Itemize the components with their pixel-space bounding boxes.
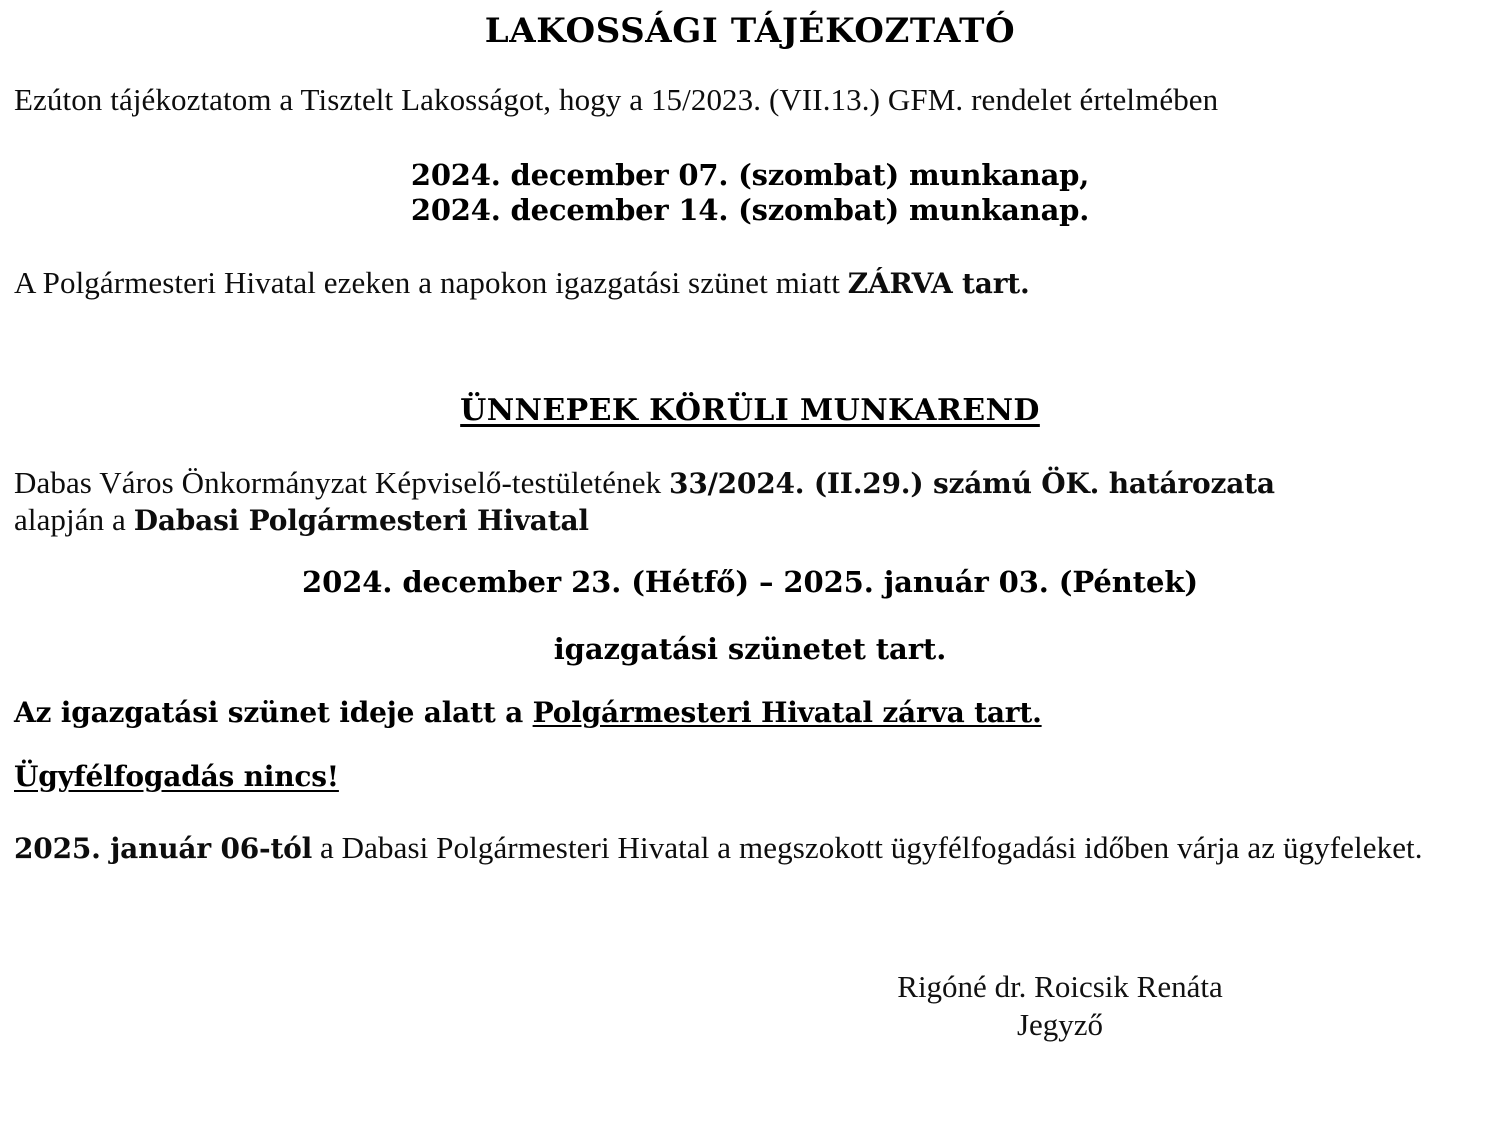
no-reception-notice-text: Ügyfélfogadás nincs! — [14, 760, 339, 793]
closed-notice-emphasis: ZÁRVA tart. — [847, 267, 1030, 300]
resolution-line1-prefix: Dabas Város Önkormányzat Képviselő-testületének — [14, 465, 670, 500]
intro-paragraph: Ezúton tájékoztatom a Tisztelt Lakosságot, hogy a 15/2023. (VII.13.) GFM. rendelet értelmében — [14, 82, 1219, 117]
workday-line-1: 2024. december 07. (szombat) munkanap, — [410, 158, 1090, 192]
no-reception-notice — [14, 760, 1486, 794]
resolution-number: 33/2024. (II.29.) számú ÖK. határozata — [669, 467, 1275, 500]
workday-list — [14, 158, 1486, 228]
signature-block — [0, 968, 1500, 1044]
reopening-date: 2025. január 06-tól — [14, 832, 313, 865]
reopening-paragraph — [14, 830, 1486, 867]
closed-notice — [14, 265, 1486, 302]
closed-notice-prefix: A Polgármesteri Hivatal ezeken a napokon igazgatási szünet miatt — [14, 265, 848, 300]
signatory-name: Rigóné dr. Roicsik Renáta — [897, 969, 1223, 1004]
resolution-paragraph — [14, 465, 1486, 539]
notice-during-recess-prefix: Az igazgatási szünet ideje alatt a — [14, 696, 533, 729]
resolution-line2-prefix: alapján a — [14, 502, 134, 537]
recess-statement: igazgatási szünetet tart. — [553, 632, 947, 666]
notice-during-recess — [14, 696, 1486, 730]
section-subheading-text: ÜNNEPEK KÖRÜLI MUNKAREND — [460, 393, 1040, 428]
notice-during-recess-emphasis: Polgármesteri Hivatal zárva tart. — [532, 696, 1042, 729]
section-subheading — [14, 392, 1486, 430]
document-title: LAKOSSÁGI TÁJÉKOZTATÓ — [484, 11, 1016, 51]
workday-line-2: 2024. december 14. (szombat) munkanap. — [410, 193, 1090, 227]
recess-date-range: 2024. december 23. (Hétfő) – 2025. január 03. (Péntek) — [302, 565, 1198, 599]
signatory-role: Jegyző — [1016, 1007, 1104, 1042]
office-name: Dabasi Polgármesteri Hivatal — [133, 504, 589, 537]
reopening-rest: a Dabasi Polgármesteri Hivatal a megszokott ügyfélfogadási időben várja az ügyfeleket. — [312, 830, 1423, 865]
